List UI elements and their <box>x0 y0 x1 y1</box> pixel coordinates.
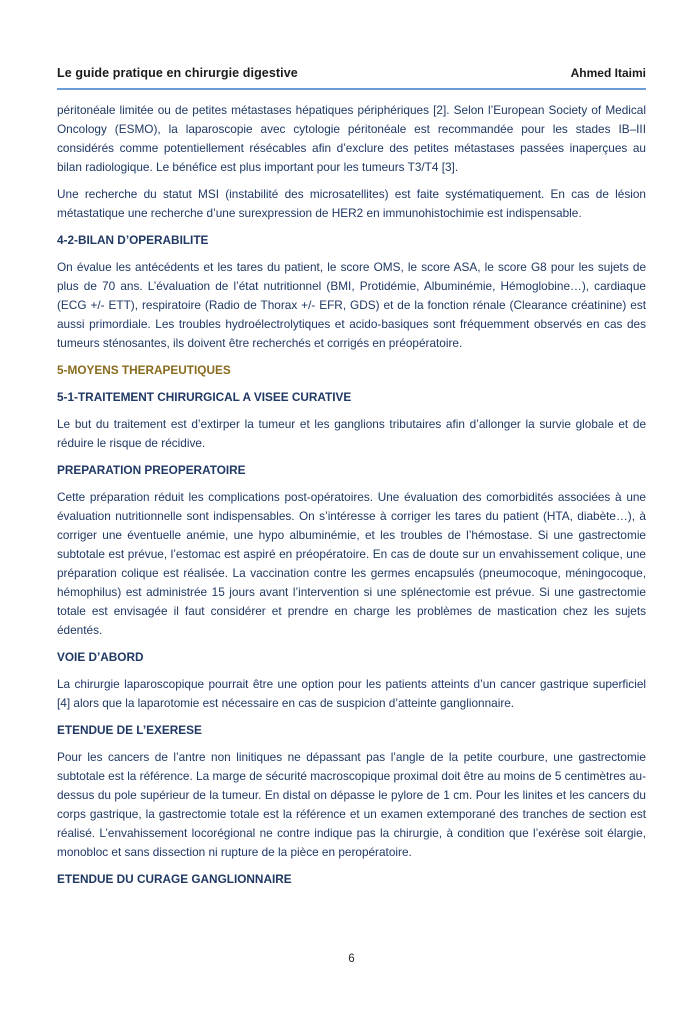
content-column <box>57 66 646 897</box>
section-heading-accent: 5-MOYENS THERAPEUTIQUES <box>57 363 231 377</box>
page-header <box>57 66 646 90</box>
section-heading: PREPARATION PREOPERATOIRE <box>57 463 246 477</box>
section-heading: ETENDUE DU CURAGE GANGLIONNAIRE <box>57 872 292 886</box>
section-heading: 4-2-BILAN D’OPERABILITE <box>57 233 209 247</box>
section-heading: VOIE D’ABORD <box>57 650 144 664</box>
section-heading: ETENDUE DE L’EXERESE <box>57 723 202 737</box>
section-heading: 5-1-TRAITEMENT CHIRURGICAL A VISEE CURATIVE <box>57 390 352 404</box>
body-paragraph: Pour les cancers de l’antre non linitiques ne dépassant pas l’angle de la petite courbure, une gastrectomie subtotale est la référence. La marge de sécurité macroscopique proximal doit être au moins de 5 centimètres au-dessus du pole supérieur de la tumeur. En distal on dépasse le pylore de 1 cm. Pour les linites et les cancers du corps gastrique, la gastrectomie totale est la référence et un examen extemporané des tranches de section est réalisé. L’envahissement locorégional ne contre indique pas la chirurgie, à condition que l’exérèse soit élargie, monobloc et sans dissection ni rupture de la pièce en peropératoire. <box>57 750 646 859</box>
document-body <box>57 101 646 889</box>
header-title: Le guide pratique en chirurgie digestive <box>57 66 298 80</box>
body-paragraph: Une recherche du statut MSI (instabilité des microsatellites) est faite systématiquement. En cas de lésion métastatique une recherche d’une surexpression de HER2 en immunohistochimie est indispensable. <box>57 187 646 220</box>
body-paragraph: péritonéale limitée ou de petites métastases hépatiques périphériques [2]. Selon l’European Society of Medical Oncology (ESMO), la laparoscopie avec cytologie péritonéale est recommandée pour les stades IB–III considérés comme potentiellement résécables afin d’exclure des petites métastases passées inaperçues au bilan radiologique. Le bénéfice est plus important pour les tumeurs T3/T4 [3]. <box>57 103 646 174</box>
page-number: 6 <box>348 953 355 965</box>
header-author: Ahmed Itaimi <box>570 66 646 80</box>
body-paragraph: Cette préparation réduit les complications post-opératoires. Une évaluation des comorbidités associées à une évaluation nutritionnelle sont indispensables. On s’intéresse à corriger les tares du patient (HTA, diabète…), à corriger une éventuelle anémie, une hypo albuminémie, et les troubles de l’hémostase. Si une gastrectomie subtotale est prévue, l’estomac est aspiré en préopératoire. En cas de doute sur un envahissement colique, une préparation colique est réalisée. La vaccination contre les germes encapsulés (pneumocoque, méningocoque, hémophilus) est administrée 15 jours avant l’intervention si une splénectomie est prévue. Si une gastrectomie totale est envisagée il faut considérer et prendre en charge les problèmes de mastication chez les sujets édentés. <box>57 490 646 637</box>
body-paragraph: On évalue les antécédents et les tares du patient, le score OMS, le score ASA, le score G8 pour les sujets de plus de 70 ans. L’évaluation de l’état nutritionnel (BMI, Protidémie, Albuminémie, Hémoglobine…), cardiaque (ECG +/- ETT), respiratoire (Radio de Thorax +/- EFR, GDS) et de la fonction rénale (Clearance créatinine) est aussi primordiale. Les troubles hydroélectrolytiques et acido-basiques sont fréquemment observés en cas des tumeurs sténosantes, ils doivent être recherchés et corrigés en préopératoire. <box>57 260 646 350</box>
body-paragraph: La chirurgie laparoscopique pourrait être une option pour les patients atteints d’un cancer gastrique superficiel [4] alors que la laparotomie est nécessaire en cas de suspicion d’atteinte ganglionnaire. <box>57 677 646 710</box>
body-paragraph: Le but du traitement est d’extirper la tumeur et les ganglions tributaires afin d’allonger la survie globale et de réduire le risque de récidive. <box>57 417 646 450</box>
